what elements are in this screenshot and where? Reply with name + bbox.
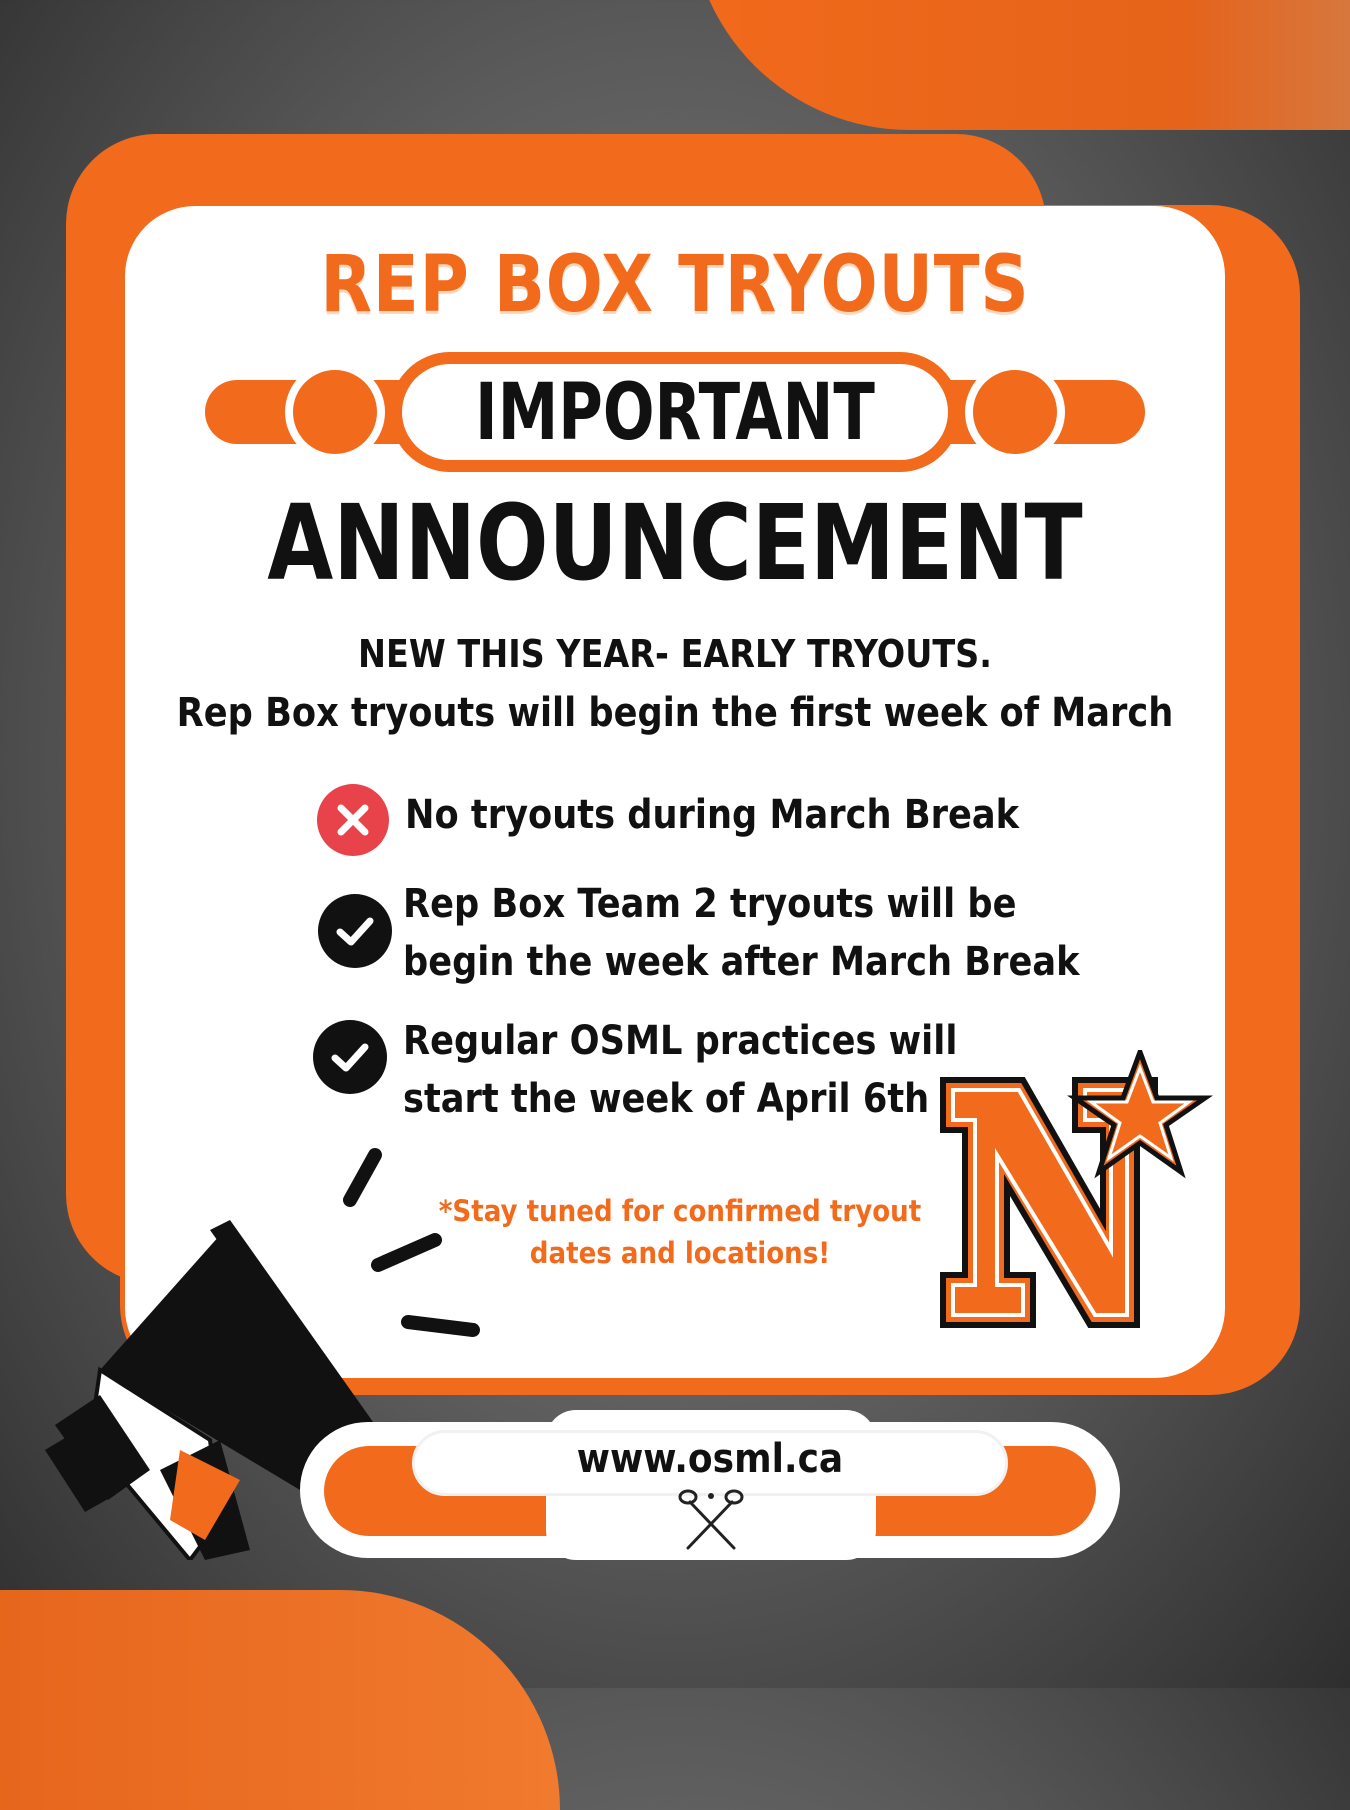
item-3-line-1: Regular OSML practices will [403,1018,958,1064]
n-star-logo [925,1050,1215,1340]
page-title: REP BOX TRYOUTS [320,240,1030,330]
note-line-1: *Stay tuned for confirmed tryout [438,1194,922,1228]
check-circle-icon [318,894,392,968]
note-line-2: dates and locations! [529,1236,831,1270]
bottom-orange-shape [0,1590,560,1810]
item-2-line-2: begin the week after March Break [403,939,1080,985]
top-orange-shape [690,0,1350,130]
announcement-heading: ANNOUNCEMENT [267,482,1083,604]
check-circle-icon [313,1020,387,1094]
item-3-line-2: start the week of April 6th [403,1076,930,1122]
important-label: IMPORTANT [475,368,875,458]
tryout-note [428,1190,932,1274]
item-2-line-1: Rep Box Team 2 tryouts will be [403,881,1017,927]
item-1-text: No tryouts during March Break [405,792,1020,838]
x-circle-icon [317,784,389,856]
lacrosse-sticks-icon [678,1488,744,1550]
intro-line-2: Rep Box tryouts will begin the first week of March [176,690,1174,736]
website-link[interactable]: www.osml.ca [576,1436,844,1482]
intro-line-1: NEW THIS YEAR- EARLY TRYOUTS. [358,632,992,676]
